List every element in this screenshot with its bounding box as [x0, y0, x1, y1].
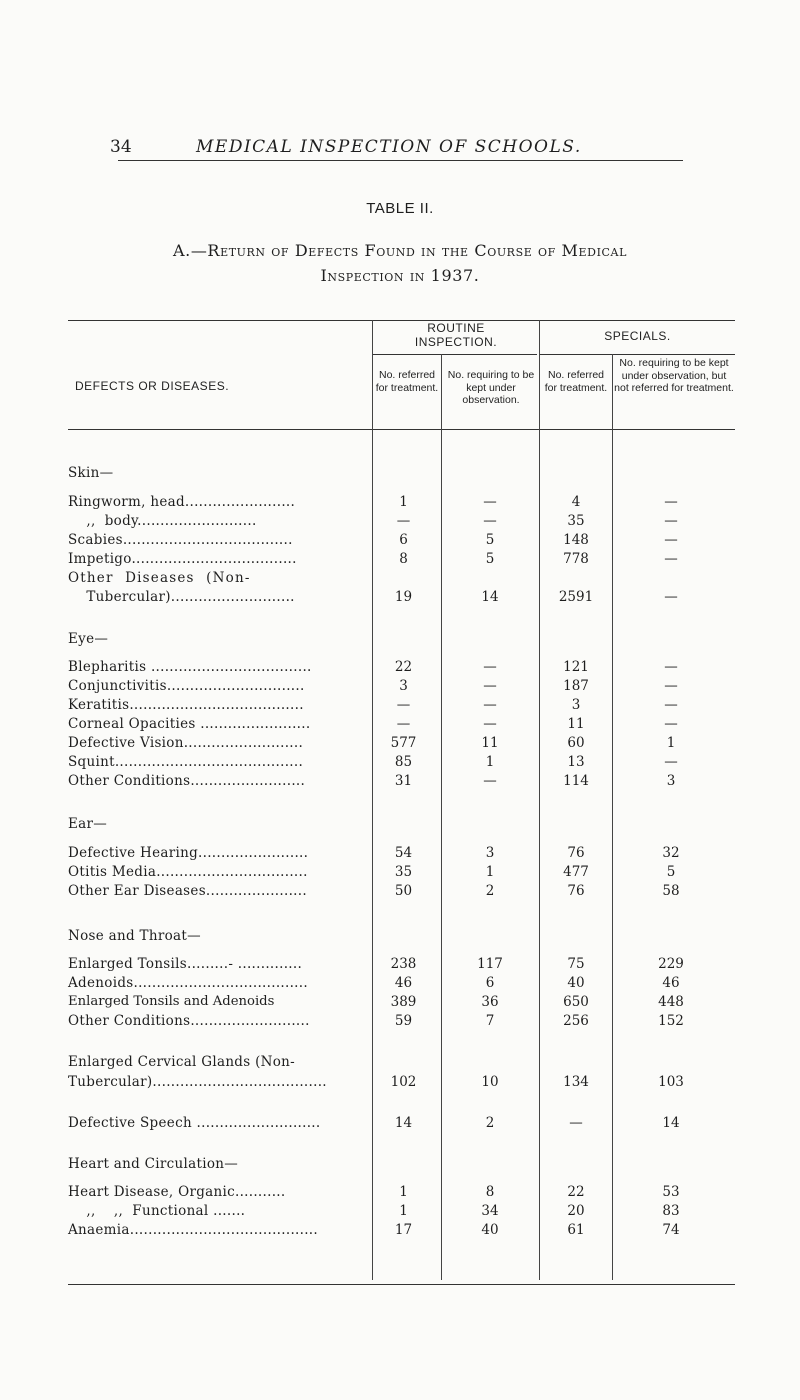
- cell-value: —: [396, 513, 411, 529]
- cell-value: 5: [485, 532, 495, 548]
- row-label: Squint.........................................: [68, 754, 304, 770]
- cell-value: 238: [390, 956, 417, 972]
- defects-column-header: DEFECTS OR DISEASES.: [75, 379, 230, 393]
- column-divider-2: [441, 354, 442, 1280]
- cell-value: 1: [399, 1203, 408, 1219]
- cell-value: 14: [394, 1115, 413, 1131]
- cell-value: 17: [394, 1222, 413, 1238]
- column-divider-4: [612, 354, 613, 1280]
- cell-value: 85: [394, 754, 413, 770]
- section-title-heart: Heart and Circulation—: [68, 1156, 239, 1172]
- cell-value: —: [664, 716, 678, 732]
- row-label: Impetigo....................................: [68, 551, 297, 567]
- cell-value: —: [664, 754, 678, 770]
- cell-value: 121: [563, 659, 589, 675]
- row-label: Adenoids......................................: [68, 975, 308, 991]
- cell-value: 34: [481, 1203, 499, 1219]
- page-number: 34: [110, 137, 132, 157]
- table-title: TABLE II.: [366, 200, 434, 217]
- cell-value: 11: [567, 716, 585, 732]
- cell-value: 61: [567, 1222, 585, 1238]
- cell-value: 2: [485, 1115, 495, 1131]
- cell-value: 35: [567, 513, 585, 529]
- section-title-skin: Skin—: [68, 465, 114, 481]
- cell-value: 5: [485, 551, 495, 567]
- section-title-nose-throat: Nose and Throat—: [68, 928, 201, 944]
- cell-value: 256: [563, 1013, 589, 1029]
- specials-group-header: SPECIALS.: [604, 329, 671, 343]
- row-label: Other Ear Diseases......................: [68, 883, 307, 899]
- row-label: Enlarged Tonsils and Adenoids: [68, 994, 275, 1009]
- cell-value: 114: [563, 773, 589, 789]
- cell-value: 103: [658, 1074, 684, 1090]
- row-label: Otitis Media.................................: [68, 864, 308, 880]
- cell-value: 3: [571, 697, 581, 713]
- cell-value: —: [396, 716, 411, 732]
- cell-value: 40: [481, 1222, 499, 1238]
- cell-value: —: [483, 678, 497, 694]
- cell-value: 58: [662, 883, 680, 899]
- row-label: Enlarged Tonsils.........- ..............: [68, 956, 303, 972]
- header-rule: [118, 160, 683, 161]
- cell-value: 22: [567, 1184, 585, 1200]
- section-title-cervical-glands: Enlarged Cervical Glands (Non-: [68, 1054, 296, 1070]
- cell-value: —: [664, 513, 678, 529]
- column-header-routine-observation: No. requiring to be kept under observation.: [447, 369, 535, 406]
- cell-value: —: [483, 716, 497, 732]
- cell-value: 10: [481, 1074, 499, 1090]
- cell-value: 83: [662, 1203, 680, 1219]
- cell-value: —: [664, 551, 678, 567]
- cell-value: 14: [481, 589, 499, 605]
- cell-value: —: [664, 494, 678, 510]
- cell-value: —: [664, 532, 678, 548]
- cell-value: 11: [481, 735, 499, 751]
- cell-value: —: [483, 697, 497, 713]
- cell-value: 187: [563, 678, 589, 694]
- column-divider-1: [372, 320, 373, 1280]
- cell-value: 1: [485, 864, 495, 880]
- cell-value: 1: [485, 754, 495, 770]
- cell-value: 7: [485, 1013, 495, 1029]
- group-header-rule-specials: [540, 354, 735, 355]
- cell-value: 650: [563, 994, 589, 1010]
- cell-value: 20: [567, 1203, 585, 1219]
- cell-value: 778: [563, 551, 589, 567]
- row-label-continuation: Tubercular)...........................: [68, 589, 295, 605]
- cell-value: 32: [662, 845, 680, 861]
- section-title-ear: Ear—: [68, 816, 108, 832]
- cell-value: 46: [662, 975, 680, 991]
- cell-value: —: [664, 659, 678, 675]
- row-label: Ringworm, head........................: [68, 494, 296, 510]
- cell-value: —: [483, 773, 497, 789]
- cell-value: 117: [477, 956, 503, 972]
- table-bottom-rule: [68, 1284, 735, 1285]
- header-bottom-rule: [68, 429, 735, 430]
- column-header-specials-referred: No. referred for treatment.: [544, 369, 608, 394]
- routine-group-header: ROUTINE INSPECTION.: [414, 321, 498, 349]
- cell-value: 31: [394, 773, 413, 789]
- cell-value: —: [569, 1115, 583, 1131]
- cell-value: 59: [394, 1013, 413, 1029]
- cell-value: 448: [658, 994, 684, 1010]
- cell-value: 2591: [558, 589, 594, 605]
- row-label: ,, body..........................: [68, 513, 257, 529]
- cell-value: 35: [394, 864, 413, 880]
- cell-value: 8: [399, 551, 408, 567]
- cell-value: —: [483, 659, 497, 675]
- row-label: Corneal Opacities ........................: [68, 716, 311, 732]
- row-label: Other Conditions.........................: [68, 773, 306, 789]
- cell-value: 74: [662, 1222, 680, 1238]
- row-label: Anaemia.........................................: [68, 1222, 318, 1238]
- cell-value: 8: [485, 1184, 495, 1200]
- cell-value: —: [483, 494, 497, 510]
- row-label: Defective Vision..........................: [68, 735, 304, 751]
- cell-value: —: [664, 589, 678, 605]
- cell-value: 1: [666, 735, 676, 751]
- cell-value: 3: [399, 678, 408, 694]
- cell-value: 13: [567, 754, 585, 770]
- row-label: Other Conditions..........................: [68, 1013, 310, 1029]
- cell-value: 229: [658, 956, 684, 972]
- cell-value: 36: [481, 994, 499, 1010]
- column-divider-3: [539, 320, 540, 1280]
- cell-value: 389: [390, 994, 417, 1010]
- cell-value: 60: [567, 735, 585, 751]
- cell-value: 3: [666, 773, 676, 789]
- cell-value: 148: [563, 532, 589, 548]
- cell-value: 134: [563, 1074, 589, 1090]
- cell-value: 6: [399, 532, 408, 548]
- cell-value: —: [483, 513, 497, 529]
- cell-value: 50: [394, 883, 413, 899]
- row-label: Heart Disease, Organic...........: [68, 1184, 286, 1200]
- cell-value: 53: [662, 1184, 680, 1200]
- subtitle-line-1: A.—Return of Defects Found in the Course of Medical: [172, 241, 627, 260]
- cell-value: 76: [567, 883, 585, 899]
- cell-value: 3: [485, 845, 495, 861]
- cell-value: 14: [662, 1115, 680, 1131]
- cell-value: 4: [571, 494, 581, 510]
- row-label: Keratitis......................................: [68, 697, 304, 713]
- cell-value: 152: [658, 1013, 684, 1029]
- running-title: MEDICAL INSPECTION OF SCHOOLS.: [196, 137, 582, 157]
- row-label: Conjunctivitis..............................: [68, 678, 305, 694]
- cell-value: 22: [394, 659, 413, 675]
- cell-value: —: [396, 697, 411, 713]
- cell-value: —: [664, 697, 678, 713]
- row-label: Blepharitis ...................................: [68, 659, 312, 675]
- cell-value: 5: [666, 864, 676, 880]
- row-label: Defective Hearing........................: [68, 845, 309, 861]
- section-title-eye: Eye—: [68, 631, 109, 647]
- cell-value: 1: [399, 494, 408, 510]
- row-label: Other Diseases (Non-: [68, 570, 251, 586]
- column-header-specials-observation: No. requiring to be kept under observation, but not referred for treatment.: [614, 357, 734, 394]
- cell-value: 1: [399, 1184, 408, 1200]
- column-header-routine-referred: No. referred for treatment.: [375, 369, 439, 394]
- table-top-rule: [68, 320, 735, 321]
- cell-value: 102: [390, 1074, 417, 1090]
- row-label: ,, ,, Functional .......: [68, 1203, 246, 1219]
- cell-value: 75: [567, 956, 585, 972]
- row-label: Tubercular)......................................: [68, 1074, 327, 1090]
- cell-value: 40: [567, 975, 585, 991]
- cell-value: 6: [485, 975, 495, 991]
- cell-value: —: [664, 678, 678, 694]
- cell-value: 2: [485, 883, 495, 899]
- group-header-rule-routine: [372, 354, 537, 355]
- subtitle-line-2: Inspection in 1937.: [320, 266, 480, 285]
- cell-value: 54: [394, 845, 413, 861]
- cell-value: 577: [390, 735, 417, 751]
- row-label: Scabies.....................................: [68, 532, 293, 548]
- cell-value: 477: [563, 864, 589, 880]
- cell-value: 76: [567, 845, 585, 861]
- cell-value: 19: [394, 589, 413, 605]
- row-label: Defective Speech ...........................: [68, 1115, 321, 1131]
- cell-value: 46: [394, 975, 413, 991]
